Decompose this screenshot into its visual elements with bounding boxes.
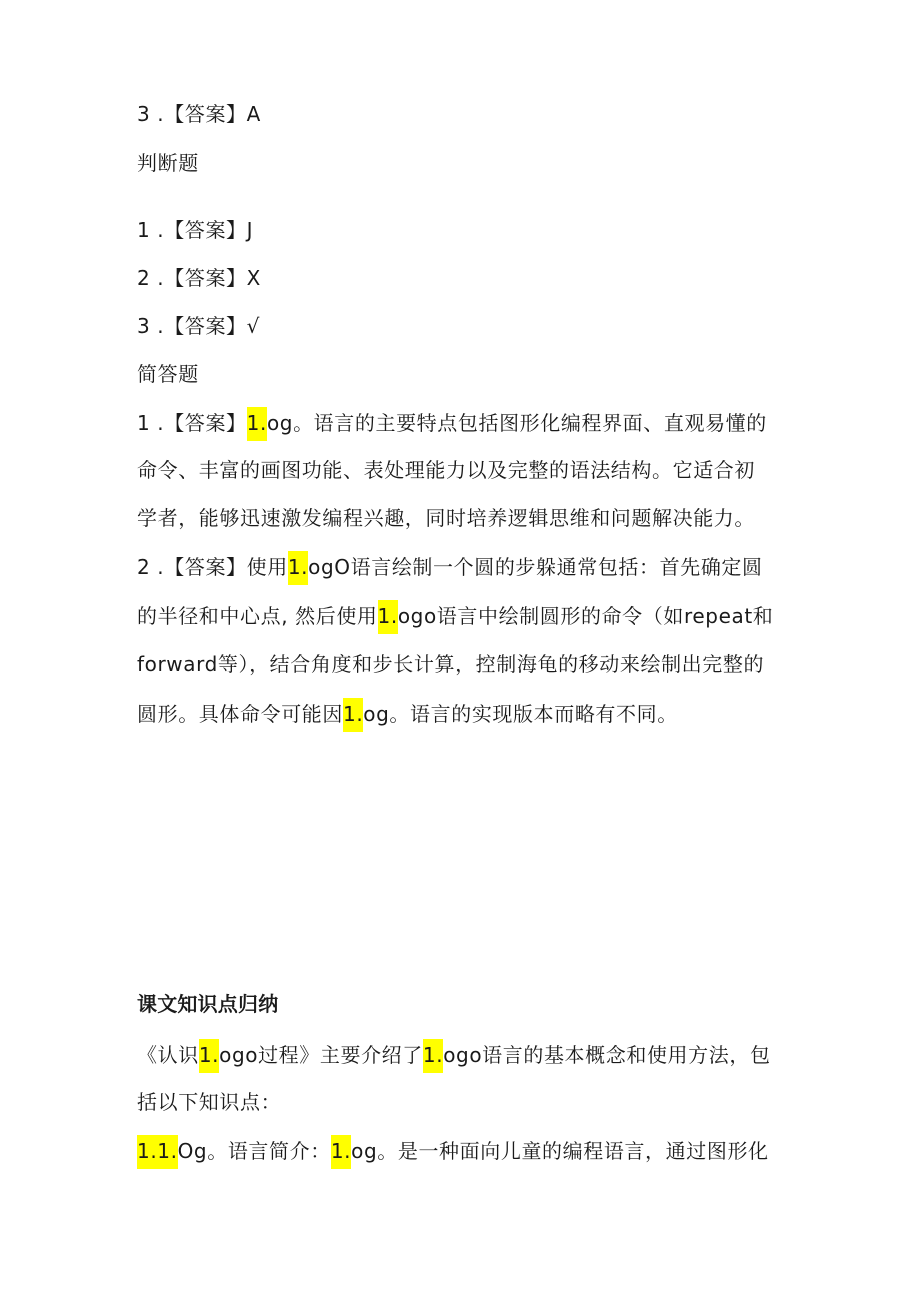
summary-text: ogo语言的基本概念和使用方法，包: [443, 1043, 771, 1067]
highlight-mark: 1.: [288, 551, 308, 585]
short-answer-1-line-2: 命令、丰富的画图功能、表处理能力以及完整的语法结构。它适合初: [137, 458, 755, 482]
answer-text: og。语言的实现版本而略有不同。: [363, 702, 678, 726]
summary-text: og。是一种面向儿童的编程语言，通过图形化: [351, 1139, 769, 1163]
short-answer-2-line-1: [137, 551, 763, 585]
summary-text: ogo过程》主要介绍了: [219, 1043, 423, 1067]
answer-text: 的半径和中心点, 然后使用: [137, 604, 378, 628]
highlight-mark: 1.: [199, 1039, 219, 1073]
short-answer-heading: 简答题: [137, 362, 199, 386]
short-answer-2-line-3: forward等），结合角度和步长计算，控制海龟的移动来绘制出完整的: [137, 652, 765, 676]
answer-text: 圆形。具体命令可能因: [137, 702, 343, 726]
answer-text: og。语言的主要特点包括图形化编程界面、直观易懂的: [266, 411, 767, 435]
highlight-mark: 1.: [343, 698, 363, 732]
highlight-mark: 1.: [331, 1135, 351, 1169]
answer-prefix: 1 .【答案】: [137, 411, 247, 435]
highlight-mark: 1.: [378, 600, 398, 634]
highlight-mark: 1.: [423, 1039, 443, 1073]
short-answer-1-line-1: [137, 407, 767, 441]
answer-text: ogo语言中绘制圆形的命令（如repeat和: [397, 604, 774, 628]
summary-line-2: 括以下知识点：: [137, 1090, 282, 1114]
short-answer-1-line-3: 学者，能够迅速激发编程兴趣，同时培养逻辑思维和问题解决能力。: [137, 506, 755, 530]
highlight-mark: 1.: [247, 407, 267, 441]
summary-title: 课文知识点归纳: [137, 992, 279, 1016]
summary-text: 《认识: [137, 1043, 199, 1067]
answer-text: ogO语言绘制一个圆的步躲通常包括：首先确定圆: [308, 555, 763, 579]
summary-line-1: [137, 1039, 771, 1073]
summary-line-3: [137, 1135, 769, 1169]
mc-answer-3: 3 .【答案】A: [137, 102, 261, 126]
answer-prefix: 2 .【答案】使用: [137, 555, 288, 579]
judgment-answer-3: 3 .【答案】√: [137, 314, 260, 338]
short-answer-2-line-4: [137, 698, 678, 732]
short-answer-2-line-2: [137, 600, 773, 634]
judgment-answer-1: 1 .【答案】J: [137, 218, 254, 242]
highlight-mark: 1.1.: [137, 1135, 178, 1169]
judgment-heading: 判断题: [137, 151, 199, 175]
judgment-answer-2: 2 .【答案】X: [137, 266, 261, 290]
summary-text: Og。语言简介：: [177, 1139, 331, 1163]
